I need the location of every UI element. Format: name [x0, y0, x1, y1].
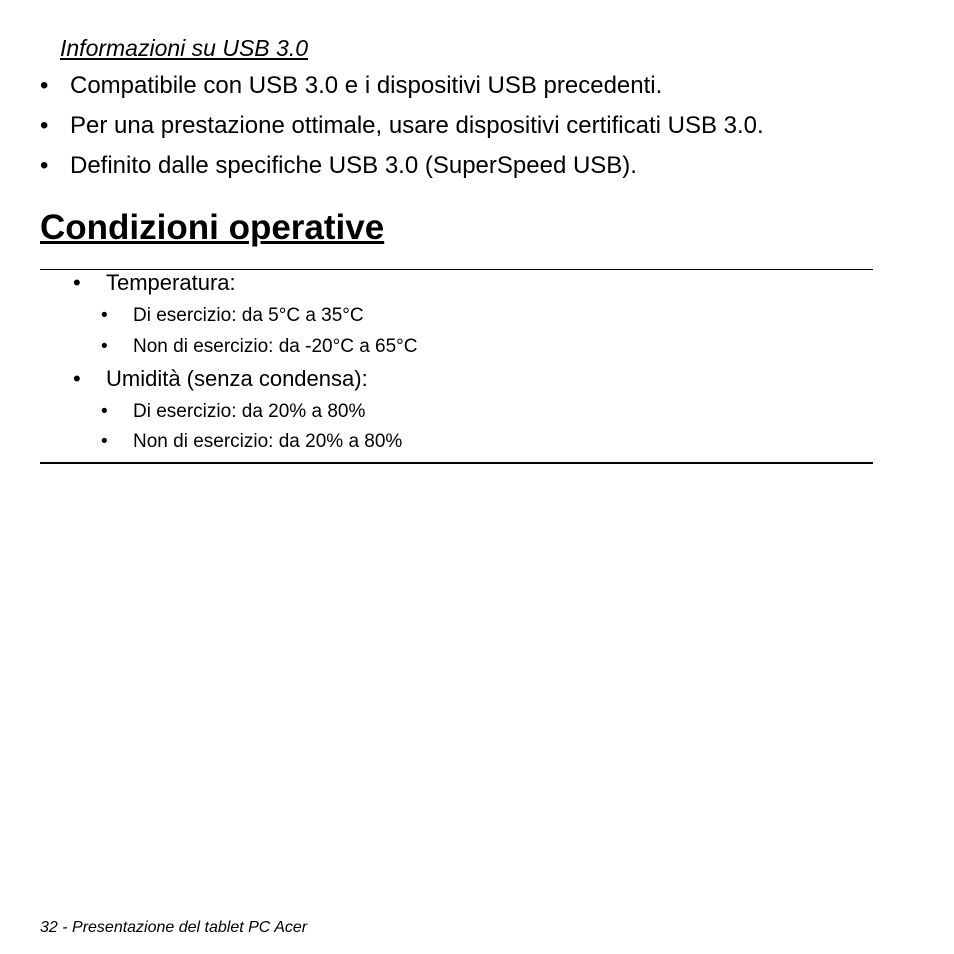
- temperature-item: [73, 270, 236, 296]
- section-title: Condizioni operative: [40, 208, 385, 247]
- list-item-text: Per una prestazione ottimale, usare dispositivi certificati USB 3.0.: [70, 112, 764, 139]
- humidity-label: Umidità (senza condensa):: [106, 366, 368, 391]
- bullet-icon: •: [73, 366, 81, 391]
- temperature-operating-text: Di esercizio: da 5°C a 35°C: [133, 305, 364, 326]
- list-item: [40, 152, 764, 192]
- bullet-icon: •: [40, 152, 49, 179]
- bullet-icon: •: [101, 431, 108, 452]
- humidity-operating-item: [101, 400, 365, 424]
- list-item-text: Compatibile con USB 3.0 e i dispositivi USB precedenti.: [70, 72, 663, 99]
- list-item: [40, 72, 764, 112]
- humidity-non-operating-text: Non di esercizio: da 20% a 80%: [133, 431, 403, 452]
- bullet-icon: •: [101, 336, 108, 357]
- bottom-divider: [40, 462, 873, 464]
- list-item: [40, 112, 764, 152]
- temperature-non-operating-item: [101, 335, 418, 359]
- temperature-operating-item: [101, 304, 364, 328]
- bullet-icon: •: [73, 270, 81, 295]
- bullet-icon: •: [101, 401, 108, 422]
- bullet-icon: •: [40, 112, 49, 139]
- temperature-label: Temperatura:: [106, 270, 236, 295]
- humidity-operating-text: Di esercizio: da 20% a 80%: [133, 401, 366, 422]
- list-item-text: Definito dalle specifiche USB 3.0 (SuperSpeed USB).: [70, 152, 637, 179]
- page-footer: 32 - Presentazione del tablet PC Acer: [40, 919, 308, 936]
- usb-section-heading: Informazioni su USB 3.0: [60, 35, 309, 61]
- humidity-item: [73, 366, 368, 392]
- bullet-icon: •: [101, 305, 108, 326]
- temperature-non-operating-text: Non di esercizio: da -20°C a 65°C: [133, 336, 418, 357]
- usb-feature-list: [40, 72, 764, 192]
- humidity-non-operating-item: [101, 430, 402, 454]
- bullet-icon: •: [40, 72, 49, 99]
